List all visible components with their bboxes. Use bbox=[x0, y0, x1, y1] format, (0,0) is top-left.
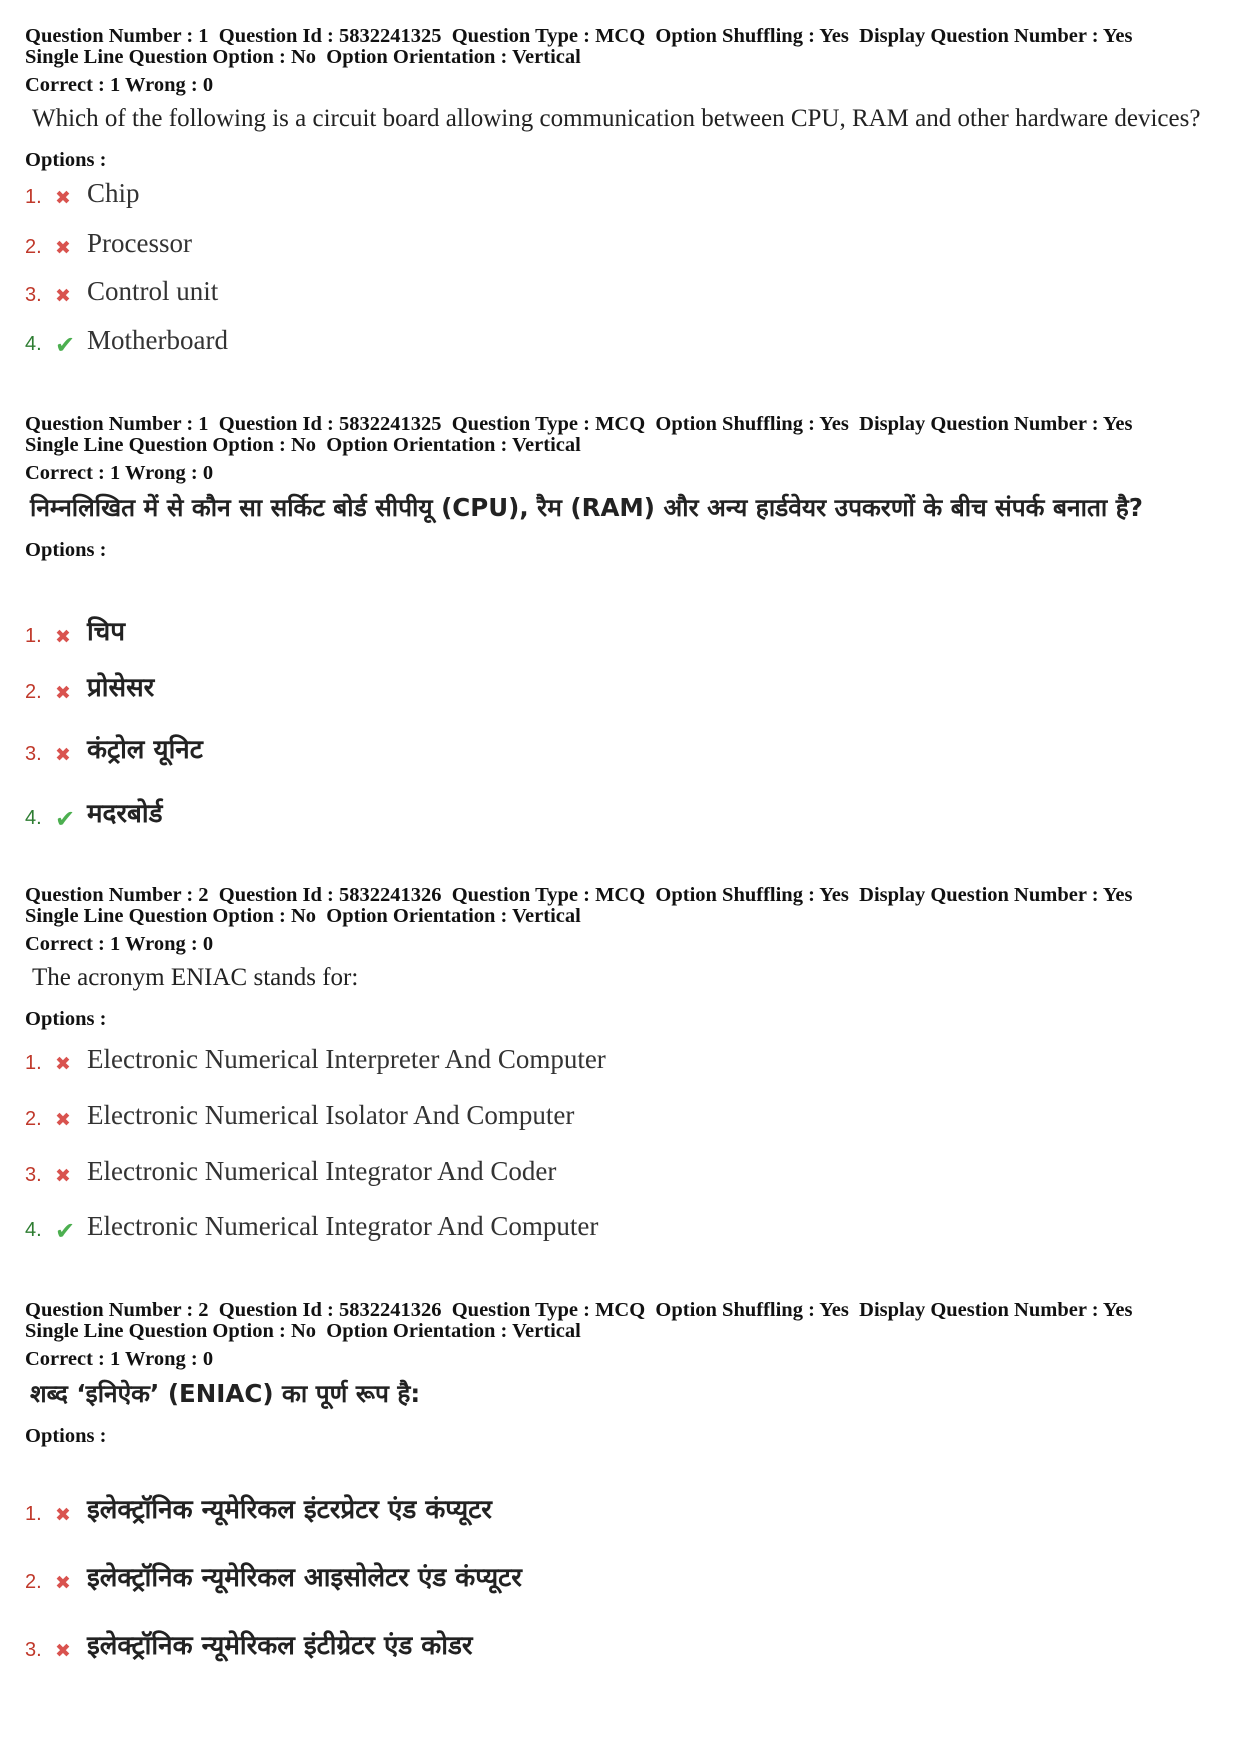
option-text: Chip bbox=[87, 178, 140, 208]
check-icon: ✔ bbox=[55, 805, 76, 833]
option-number: 1. bbox=[25, 1052, 42, 1074]
option-item bbox=[25, 1044, 606, 1075]
cross-icon: ✖ bbox=[55, 1053, 71, 1075]
option-text: प्रोसेसर bbox=[87, 673, 155, 703]
cross-icon: ✖ bbox=[55, 1109, 71, 1131]
option-number: 1. bbox=[25, 186, 42, 208]
option-item bbox=[25, 612, 125, 648]
cross-icon: ✖ bbox=[55, 1572, 71, 1594]
option-number: 2. bbox=[25, 681, 42, 703]
cross-icon: ✖ bbox=[55, 682, 71, 704]
option-number: 1. bbox=[25, 1503, 42, 1525]
option-item bbox=[25, 794, 163, 833]
options-label: Options : bbox=[25, 1425, 107, 1447]
option-number: 3. bbox=[25, 1639, 42, 1661]
option-number: 4. bbox=[25, 333, 42, 355]
option-item bbox=[25, 1100, 574, 1131]
option-text: Electronic Numerical Interpreter And Computer bbox=[87, 1044, 606, 1074]
option-text: Electronic Numerical Integrator And Coder bbox=[87, 1156, 557, 1186]
option-text: इलेक्ट्रॉनिक न्यूमेरिकल इंटरप्रेटर एंड कंप्यूटर bbox=[87, 1495, 492, 1525]
option-text: Motherboard bbox=[87, 325, 228, 355]
option-text: इलेक्ट्रॉनिक न्यूमेरिकल इंटीग्रेटर एंड कोडर bbox=[87, 1631, 473, 1661]
question-text: Which of the following is a circuit board allowing communication between CPU, RAM and other hardware devices? bbox=[32, 105, 1201, 132]
option-text: Electronic Numerical Isolator And Computer bbox=[87, 1100, 575, 1130]
option-text: Control unit bbox=[87, 276, 219, 306]
option-number: 4. bbox=[25, 807, 42, 829]
option-item bbox=[25, 668, 154, 704]
question-text: निम्नलिखित में से कौन सा सर्किट बोर्ड सीपीयू (CPU), रैम (RAM) और अन्य हार्डवेयर उपकरणों के बीच संपर्क बनाता है? bbox=[30, 493, 1143, 522]
option-item bbox=[25, 276, 218, 307]
options-label: Options : bbox=[25, 1008, 107, 1030]
question-score: Correct : 1 Wrong : 0 bbox=[25, 933, 214, 955]
cross-icon: ✖ bbox=[55, 1165, 71, 1187]
option-item bbox=[25, 178, 140, 209]
question-score: Correct : 1 Wrong : 0 bbox=[25, 74, 214, 96]
question-meta-line-1: Question Number : 1 Question Id : 5832241325 Question Type : MCQ Option Shuffling : Yes Display Question Number : Yes bbox=[25, 25, 1133, 47]
question-score: Correct : 1 Wrong : 0 bbox=[25, 462, 214, 484]
option-text: Electronic Numerical Integrator And Computer bbox=[87, 1211, 599, 1241]
cross-icon: ✖ bbox=[55, 285, 71, 307]
option-number: 1. bbox=[25, 625, 42, 647]
question-text: शब्द ‘इनिऐक’ (ENIAC) का पूर्ण रूप है: bbox=[30, 1379, 421, 1408]
question-meta-line-2: Single Line Question Option : No Option Orientation : Vertical bbox=[25, 434, 581, 456]
options-label: Options : bbox=[25, 149, 107, 171]
check-icon: ✔ bbox=[55, 1217, 76, 1245]
cross-icon: ✖ bbox=[55, 1640, 71, 1662]
question-meta-line-1: Question Number : 2 Question Id : 5832241326 Question Type : MCQ Option Shuffling : Yes Display Question Number : Yes bbox=[25, 1299, 1133, 1321]
option-text: कंट्रोल यूनिट bbox=[87, 735, 203, 765]
cross-icon: ✖ bbox=[55, 626, 71, 648]
check-icon: ✔ bbox=[55, 331, 76, 359]
option-text: Processor bbox=[87, 228, 192, 258]
question-text: The acronym ENIAC stands for: bbox=[32, 964, 359, 991]
option-number: 3. bbox=[25, 743, 42, 765]
option-number: 2. bbox=[25, 1571, 42, 1593]
question-meta-line-1: Question Number : 1 Question Id : 5832241325 Question Type : MCQ Option Shuffling : Yes Display Question Number : Yes bbox=[25, 413, 1133, 435]
question-meta-line-2: Single Line Question Option : No Option Orientation : Vertical bbox=[25, 1320, 581, 1342]
option-item bbox=[25, 1211, 599, 1245]
cross-icon: ✖ bbox=[55, 744, 71, 766]
option-item bbox=[25, 1490, 492, 1526]
option-text: इलेक्ट्रॉनिक न्यूमेरिकल आइसोलेटर एंड कंप्यूटर bbox=[87, 1563, 522, 1593]
option-item bbox=[25, 730, 203, 766]
option-number: 4. bbox=[25, 1219, 42, 1241]
question-score: Correct : 1 Wrong : 0 bbox=[25, 1348, 214, 1370]
question-meta-line-2: Single Line Question Option : No Option Orientation : Vertical bbox=[25, 46, 581, 68]
question-block-2-hi bbox=[25, 1300, 1215, 1448]
cross-icon: ✖ bbox=[55, 237, 71, 259]
option-item bbox=[25, 1156, 556, 1187]
cross-icon: ✖ bbox=[55, 1504, 71, 1526]
question-block-1-hi bbox=[25, 414, 1215, 562]
question-meta-line-1: Question Number : 2 Question Id : 5832241326 Question Type : MCQ Option Shuffling : Yes Display Question Number : Yes bbox=[25, 884, 1133, 906]
option-text: मदरबोर्ड bbox=[87, 799, 163, 829]
question-block-1-en bbox=[25, 26, 1215, 172]
option-number: 2. bbox=[25, 1108, 42, 1130]
option-item bbox=[25, 1558, 522, 1594]
cross-icon: ✖ bbox=[55, 187, 71, 209]
option-item bbox=[25, 228, 192, 259]
option-number: 2. bbox=[25, 236, 42, 258]
option-number: 3. bbox=[25, 1164, 42, 1186]
question-meta-line-2: Single Line Question Option : No Option Orientation : Vertical bbox=[25, 905, 581, 927]
option-number: 3. bbox=[25, 284, 42, 306]
option-item bbox=[25, 325, 228, 359]
question-block-2-en bbox=[25, 885, 1215, 1031]
option-text: चिप bbox=[87, 617, 126, 647]
options-label: Options : bbox=[25, 539, 107, 561]
option-item bbox=[25, 1626, 473, 1662]
